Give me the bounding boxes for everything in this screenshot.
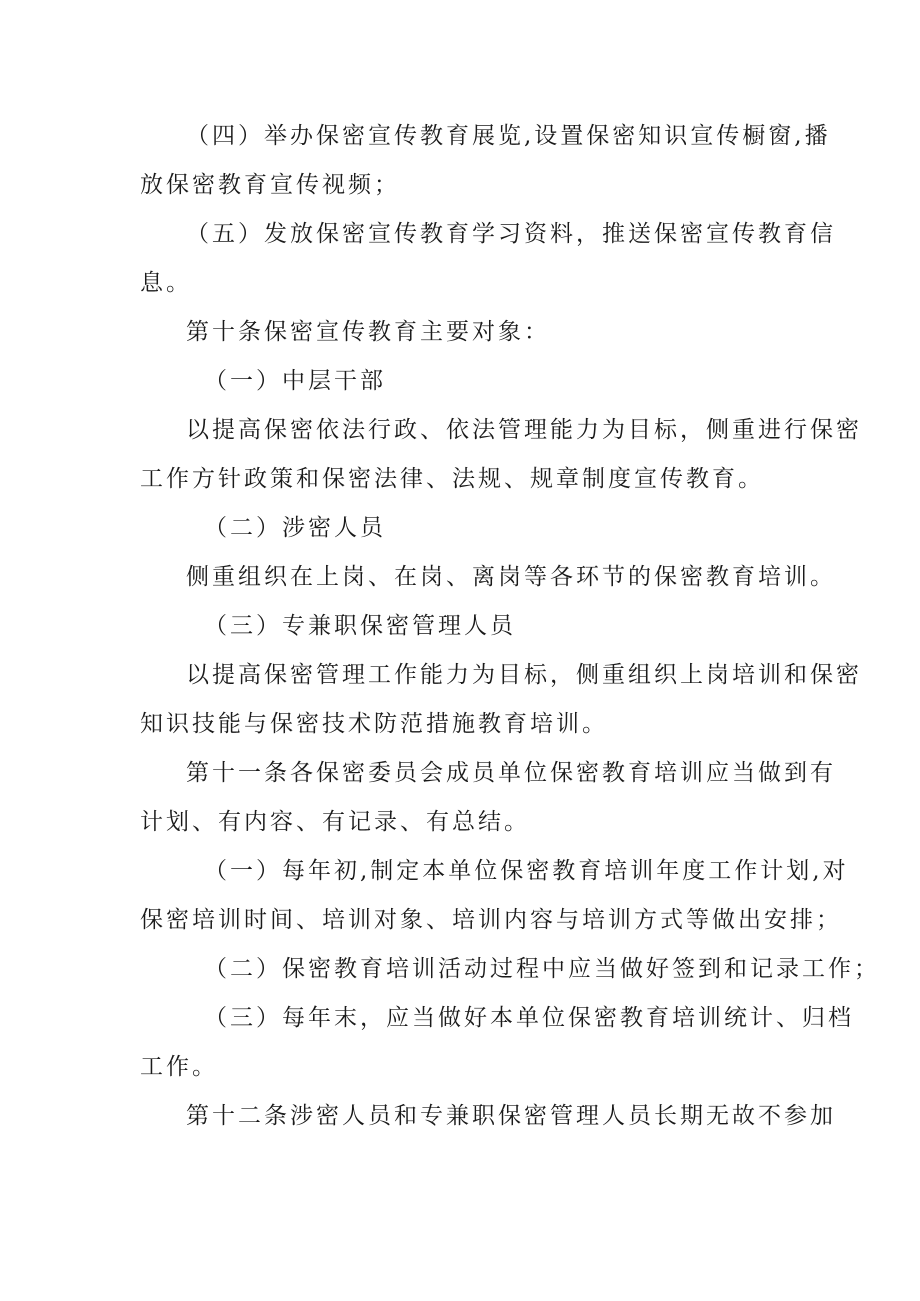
paragraph-line: （一）每年初,制定本单位保密教育培训年度工作计划,对 (204, 858, 849, 884)
paragraph-line: 侧重组织在上岗、在岗、离岗等各环节的保密教育培训。 (186, 564, 836, 590)
paragraph-line: 计划、有内容、有记录、有总结。 (140, 809, 530, 835)
subsection-heading: （一）中层干部 (204, 368, 386, 394)
paragraph-line: 息。 (140, 270, 192, 296)
paragraph-line: 工作。 (140, 1054, 218, 1080)
subsection-heading: （三）专兼职保密管理人员 (204, 613, 516, 639)
paragraph-line: （五）发放保密宣传教育学习资料，推送保密宣传教育信 (186, 221, 836, 247)
paragraph-line: 放保密教育宣传视频； (140, 172, 400, 198)
paragraph-line: 工作方针政策和保密法律、法规、规章制度宣传教育。 (140, 466, 764, 492)
subsection-heading: （二）涉密人员 (204, 515, 386, 541)
paragraph-line: 知识技能与保密技术防范措施教育培训。 (140, 711, 608, 737)
section-heading: 第十一条各保密委员会成员单位保密教育培训应当做到有 (186, 760, 836, 786)
paragraph-line: 以提高保密管理工作能力为目标，侧重组织上岗培训和保密 (186, 662, 862, 688)
paragraph-line: 保密培训时间、培训对象、培训内容与培训方式等做出安排； (140, 907, 842, 933)
paragraph-line: （二）保密教育培训活动过程中应当做好签到和记录工作； (204, 956, 880, 982)
section-heading: 第十条保密宣传教育主要对象： (186, 319, 550, 345)
paragraph-line: （三）每年末，应当做好本单位保密教育培训统计、归档 (204, 1005, 854, 1031)
section-heading: 第十二条涉密人员和专兼职保密管理人员长期无故不参加 (186, 1103, 836, 1129)
paragraph-line: 以提高保密依法行政、依法管理能力为目标，侧重进行保密 (186, 417, 862, 443)
paragraph-line: （四）举办保密宣传教育展览,设置保密知识宣传橱窗,播 (186, 123, 831, 149)
